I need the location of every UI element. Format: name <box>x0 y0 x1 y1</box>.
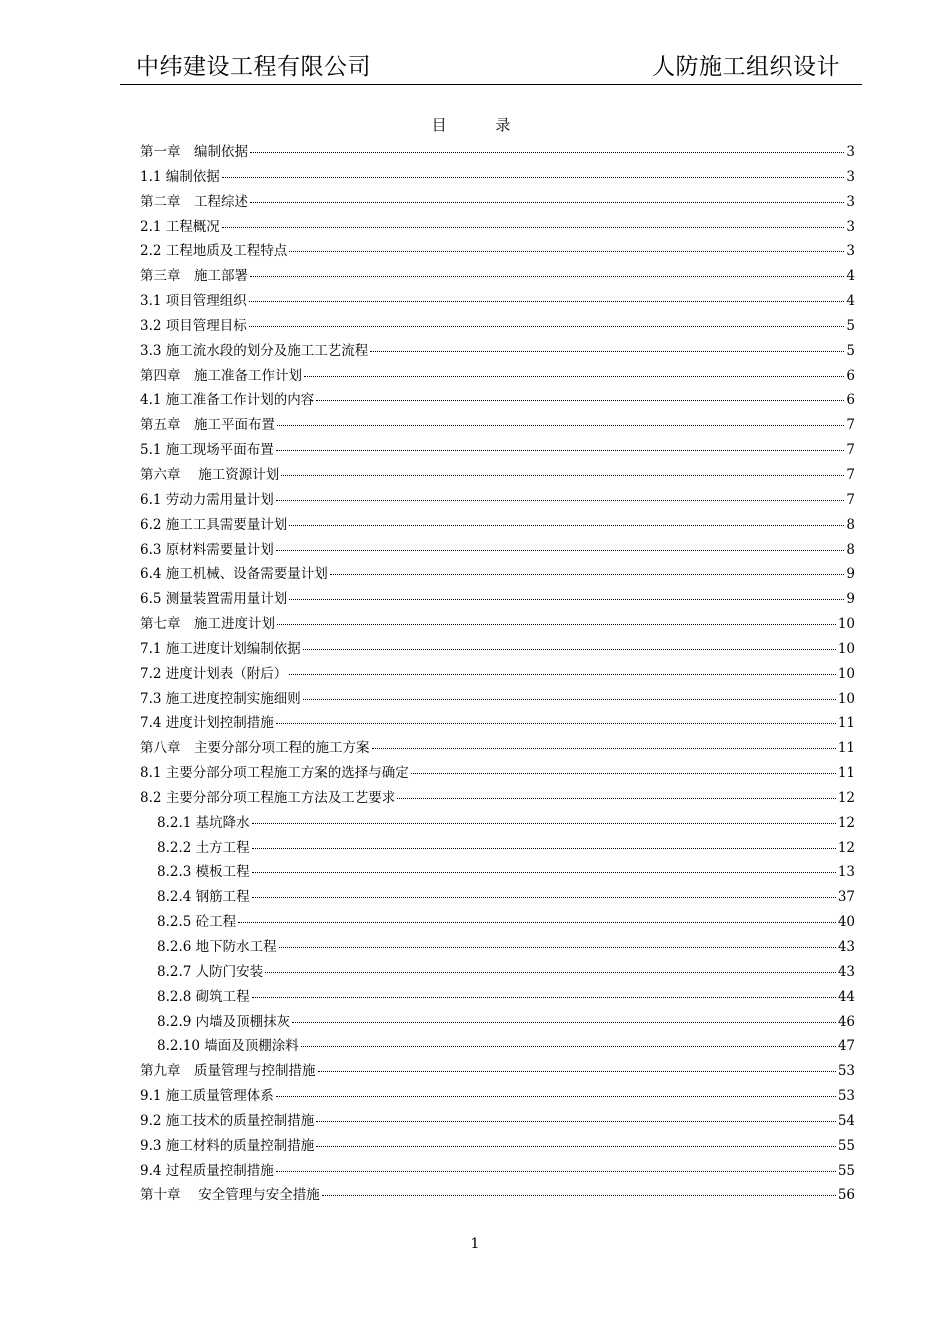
toc-entry[interactable] <box>140 761 855 786</box>
toc-entry-label: 9.1 施工质量管理体系 <box>140 1088 274 1105</box>
toc-entry[interactable] <box>140 637 855 662</box>
toc-entry[interactable] <box>140 960 855 985</box>
toc-entry-label: 第六章 施工资源计划 <box>140 466 280 483</box>
toc-entry-label: 3.2 项目管理目标 <box>140 317 247 334</box>
toc-entry[interactable] <box>140 1010 855 1035</box>
toc-leader-dots <box>276 723 836 724</box>
toc-entry-label: 3.3 施工流水段的划分及施工工艺流程 <box>140 342 369 359</box>
toc-leader-dots <box>372 748 836 749</box>
toc-entry-page: 10 <box>837 690 855 707</box>
toc-entry[interactable] <box>140 264 855 289</box>
toc-entry-page: 13 <box>837 864 855 881</box>
toc-leader-dots <box>276 1171 836 1172</box>
toc-entry-label: 8.2.3 模板工程 <box>157 864 250 881</box>
table-of-contents <box>140 140 855 1208</box>
company-name: 中纬建设工程有限公司 <box>136 54 371 80</box>
toc-leader-dots <box>316 400 844 401</box>
toc-entry[interactable] <box>140 836 855 861</box>
toc-entry-page: 6 <box>846 392 855 409</box>
toc-entry[interactable] <box>140 513 855 538</box>
toc-leader-dots <box>265 972 836 973</box>
toc-entry-label: 第三章 施工部署 <box>140 268 248 285</box>
toc-entry[interactable] <box>140 736 855 761</box>
toc-entry-label: 8.2.5 砼工程 <box>157 914 237 931</box>
toc-leader-dots <box>276 450 845 451</box>
toc-leader-dots <box>277 624 836 625</box>
toc-leader-dots <box>279 947 836 948</box>
toc-entry[interactable] <box>140 140 855 165</box>
toc-entry-label: 第十章 安全管理与安全措施 <box>140 1187 320 1204</box>
toc-entry-page: 5 <box>846 317 855 334</box>
toc-entry-page: 46 <box>837 1013 855 1030</box>
toc-entry-page: 44 <box>837 988 855 1005</box>
toc-leader-dots <box>252 823 836 824</box>
toc-leader-dots <box>316 1121 836 1122</box>
toc-entry[interactable] <box>140 1159 855 1184</box>
toc-entry-page: 9 <box>846 591 855 608</box>
toc-entry-page: 55 <box>837 1137 855 1154</box>
toc-leader-dots <box>303 649 836 650</box>
toc-entry-label: 第二章 工程综述 <box>140 193 248 210</box>
toc-leader-dots <box>252 872 836 873</box>
toc-entry[interactable] <box>140 538 855 563</box>
toc-entry-page: 12 <box>837 839 855 856</box>
toc-entry-page: 11 <box>837 740 855 757</box>
toc-leader-dots <box>277 425 844 426</box>
toc-entry[interactable] <box>140 1084 855 1109</box>
toc-entry-page: 40 <box>837 914 855 931</box>
toc-entry-label: 9.4 过程质量控制措施 <box>140 1162 274 1179</box>
toc-entry-label: 第八章 主要分部分项工程的施工方案 <box>140 740 370 757</box>
toc-leader-dots <box>222 177 845 178</box>
toc-leader-dots <box>316 1146 836 1147</box>
toc-leader-dots <box>289 251 844 252</box>
toc-leader-dots <box>289 599 844 600</box>
toc-leader-dots <box>318 1071 836 1072</box>
toc-entry-page: 53 <box>837 1063 855 1080</box>
toc-entry-page: 12 <box>837 814 855 831</box>
toc-entry[interactable] <box>140 339 855 364</box>
toc-entry[interactable] <box>140 1059 855 1084</box>
toc-entry-label: 9.2 施工技术的质量控制措施 <box>140 1112 315 1129</box>
toc-entry[interactable] <box>140 463 855 488</box>
toc-leader-dots <box>292 1022 836 1023</box>
toc-entry-label: 8.2.6 地下防水工程 <box>157 939 277 955</box>
toc-leader-dots <box>252 897 836 898</box>
toc-entry[interactable] <box>140 1034 855 1059</box>
toc-entry-label: 2.1 工程概况 <box>140 218 220 235</box>
toc-entry-label: 4.1 施工准备工作计划的内容 <box>140 392 315 409</box>
toc-entry-label: 8.2.9 内墙及顶棚抹灰 <box>157 1013 291 1030</box>
toc-leader-dots <box>370 351 844 352</box>
toc-entry[interactable] <box>140 388 855 413</box>
toc-entry-label: 6.2 施工工具需要量计划 <box>140 516 288 533</box>
toc-entry[interactable] <box>140 488 855 513</box>
toc-entry-label: 8.2.7 人防门安装 <box>157 963 264 980</box>
toc-entry-page: 43 <box>837 963 855 980</box>
toc-entry[interactable] <box>140 364 855 389</box>
toc-entry-label: 7.4 进度计划控制措施 <box>140 715 274 732</box>
toc-entry-label: 8.2.8 砌筑工程 <box>157 988 250 1005</box>
toc-entry-page: 11 <box>837 765 855 782</box>
toc-entry-page: 4 <box>846 293 855 310</box>
toc-entry-page: 5 <box>846 342 855 359</box>
toc-entry[interactable] <box>140 811 855 836</box>
toc-entry-label: 5.1 施工现场平面布置 <box>140 442 274 459</box>
toc-entry-label: 8.1 主要分部分项工程施工方案的选择与确定 <box>140 765 409 782</box>
toc-entry-label: 7.2 进度计划表（附后） <box>140 665 288 682</box>
toc-leader-dots <box>330 574 845 575</box>
toc-entry-page: 6 <box>846 367 855 384</box>
toc-entry[interactable] <box>140 190 855 215</box>
toc-entry-page: 56 <box>837 1187 855 1204</box>
toc-leader-dots <box>249 326 845 327</box>
toc-entry-page: 7 <box>846 491 855 508</box>
page-header <box>120 46 862 85</box>
toc-entry-label: 第五章 施工平面布置 <box>140 417 275 434</box>
toc-entry[interactable] <box>140 239 855 264</box>
toc-entry-label: 3.1 项目管理组织 <box>140 293 247 310</box>
toc-entry-page: 4 <box>846 268 855 285</box>
toc-entry-page: 3 <box>846 243 855 260</box>
toc-entry[interactable] <box>140 413 855 438</box>
toc-leader-dots <box>238 922 836 923</box>
toc-entry-label: 7.3 施工进度控制实施细则 <box>140 690 301 707</box>
toc-entry-page: 10 <box>837 665 855 682</box>
toc-entry[interactable] <box>140 910 855 935</box>
toc-leader-dots <box>301 1046 836 1047</box>
toc-entry-label: 6.1 劳动力需用量计划 <box>140 491 274 508</box>
toc-entry-page: 11 <box>837 715 855 732</box>
toc-leader-dots <box>276 550 845 551</box>
toc-entry[interactable] <box>140 860 855 885</box>
toc-heading: 目 录 <box>431 116 533 134</box>
toc-entry-page: 53 <box>837 1088 855 1105</box>
toc-entry[interactable] <box>140 587 855 612</box>
toc-leader-dots <box>289 674 836 675</box>
toc-leader-dots <box>276 1096 836 1097</box>
toc-entry-label: 1.1 编制依据 <box>140 168 220 185</box>
toc-entry-page: 43 <box>837 939 855 955</box>
toc-entry[interactable] <box>140 314 855 339</box>
toc-leader-dots <box>250 276 844 277</box>
toc-leader-dots <box>397 798 836 799</box>
toc-entry[interactable] <box>140 786 855 811</box>
toc-leader-dots <box>250 202 844 203</box>
toc-entry-label: 6.3 原材料需要量计划 <box>140 541 274 558</box>
toc-leader-dots <box>276 500 845 501</box>
toc-entry-label: 8.2.1 基坑降水 <box>157 814 250 831</box>
page-number: 1 <box>470 1236 480 1252</box>
toc-entry-label: 第一章 编制依据 <box>140 144 248 160</box>
toc-entry-page: 10 <box>837 616 855 633</box>
toc-entry-page: 7 <box>846 466 855 483</box>
toc-entry-page: 3 <box>846 168 855 185</box>
toc-entry-page: 12 <box>837 789 855 806</box>
toc-entry[interactable] <box>140 711 855 736</box>
toc-entry-label: 6.5 测量装置需用量计划 <box>140 591 288 608</box>
toc-leader-dots <box>252 848 836 849</box>
toc-entry[interactable] <box>140 1109 855 1134</box>
toc-entry-page: 7 <box>846 417 855 434</box>
toc-entry-page: 8 <box>846 516 855 533</box>
toc-entry[interactable] <box>140 438 855 463</box>
toc-entry-page: 8 <box>846 541 855 558</box>
document-title: 人防施工组织设计 <box>652 54 840 80</box>
toc-entry[interactable] <box>140 215 855 240</box>
toc-leader-dots <box>304 376 844 377</box>
toc-leader-dots <box>252 997 836 998</box>
toc-leader-dots <box>249 301 845 302</box>
toc-entry-label: 第七章 施工进度计划 <box>140 616 275 633</box>
toc-entry-label: 第四章 施工准备工作计划 <box>140 367 302 384</box>
toc-leader-dots <box>303 699 836 700</box>
toc-entry[interactable] <box>140 1183 855 1208</box>
toc-entry[interactable] <box>140 562 855 587</box>
toc-entry[interactable] <box>140 165 855 190</box>
toc-entry-page: 55 <box>837 1162 855 1179</box>
toc-entry-label: 8.2.2 土方工程 <box>157 839 250 856</box>
toc-leader-dots <box>222 227 845 228</box>
toc-entry-label: 8.2.4 钢筋工程 <box>157 889 250 906</box>
toc-leader-dots <box>322 1195 836 1196</box>
toc-leader-dots <box>250 152 844 153</box>
toc-entry-page: 3 <box>846 218 855 235</box>
toc-entry[interactable] <box>140 687 855 712</box>
toc-entry-page: 37 <box>837 889 855 906</box>
toc-entry[interactable] <box>140 289 855 314</box>
toc-leader-dots <box>411 773 836 774</box>
toc-entry-page: 9 <box>846 566 855 583</box>
toc-entry-label: 7.1 施工进度计划编制依据 <box>140 640 301 657</box>
toc-leader-dots <box>281 475 844 476</box>
toc-entry-page: 10 <box>837 640 855 657</box>
toc-entry-page: 3 <box>846 144 855 160</box>
toc-entry-page: 47 <box>837 1038 855 1055</box>
toc-entry-label: 2.2 工程地质及工程特点 <box>140 243 288 260</box>
toc-entry[interactable] <box>140 612 855 637</box>
toc-entry-label: 8.2 主要分部分项工程施工方法及工艺要求 <box>140 789 396 806</box>
toc-entry[interactable] <box>140 985 855 1010</box>
toc-entry[interactable] <box>140 885 855 910</box>
toc-entry-page: 54 <box>837 1112 855 1129</box>
toc-entry-page: 7 <box>846 442 855 459</box>
toc-entry-label: 6.4 施工机械、设备需要量计划 <box>140 566 328 583</box>
toc-entry-label: 第九章 质量管理与控制措施 <box>140 1063 316 1080</box>
toc-entry[interactable] <box>140 662 855 687</box>
toc-entry[interactable] <box>140 935 855 960</box>
toc-entry-label: 9.3 施工材料的质量控制措施 <box>140 1137 315 1154</box>
toc-entry-page: 3 <box>846 193 855 210</box>
toc-entry[interactable] <box>140 1134 855 1159</box>
toc-entry-label: 8.2.10 墙面及顶棚涂料 <box>157 1038 299 1055</box>
toc-leader-dots <box>289 525 844 526</box>
